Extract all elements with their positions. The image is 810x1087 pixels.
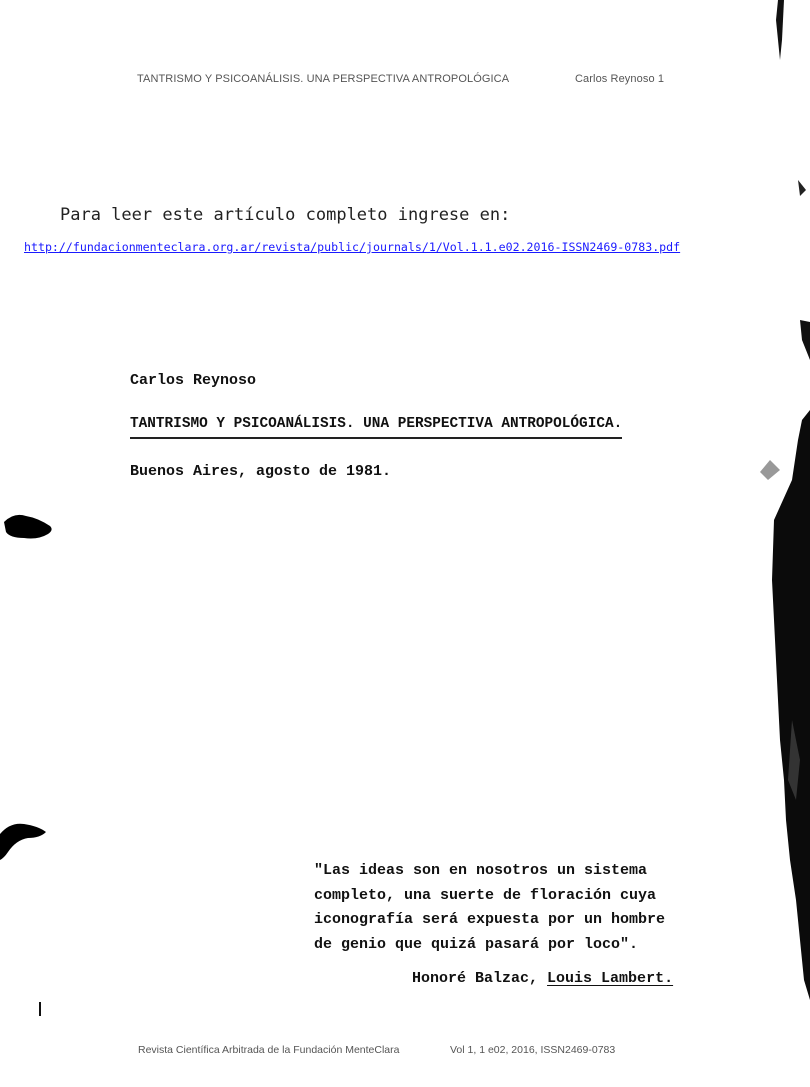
epigraph-line: "Las ideas son en nosotros un sistema: [314, 862, 648, 879]
article-link[interactable]: http://fundacionmenteclara.org.ar/revista/public/journals/1/Vol.1.1.e02.2016-ISSN2469-0783.pdf: [24, 240, 681, 254]
document-title: TANTRISMO Y PSICOANÁLISIS. UNA PERSPECTIVA ANTROPOLÓGICA.: [130, 416, 622, 439]
epigraph-line: de genio que quizá pasará por loco".: [314, 935, 639, 953]
access-notice: Para leer este artículo completo ingrese en:: [60, 205, 511, 225]
epigraph-line: completo, una suerte de floración cuya: [314, 886, 657, 904]
speck: [34, 1000, 46, 1020]
epigraph-line: iconografía será expuesta por un hombre: [314, 911, 666, 928]
epigraph-attribution: [412, 970, 673, 987]
running-header-title: TANTRISMO Y PSICOANÁLISIS. UNA PERSPECTIVA ANTROPOLÓGICA: [137, 73, 510, 85]
running-header-author-page: Carlos Reynoso 1: [575, 73, 665, 85]
document-place-date: Buenos Aires, agosto de 1981.: [130, 463, 392, 480]
ink-blot: [0, 812, 60, 862]
epigraph: [314, 859, 665, 957]
scan-edge-shadow: [740, 0, 810, 1087]
epigraph-work: Louis Lambert.: [547, 970, 674, 987]
ink-blot: [0, 508, 60, 548]
epigraph-author: Honoré Balzac,: [412, 970, 539, 987]
footer-issue: Vol 1, 1 e02, 2016, ISSN2469-0783: [450, 1044, 616, 1056]
document-author: Carlos Reynoso: [130, 372, 257, 389]
footer-journal: Revista Científica Arbitrada de la Fundación MenteClara: [138, 1044, 400, 1056]
